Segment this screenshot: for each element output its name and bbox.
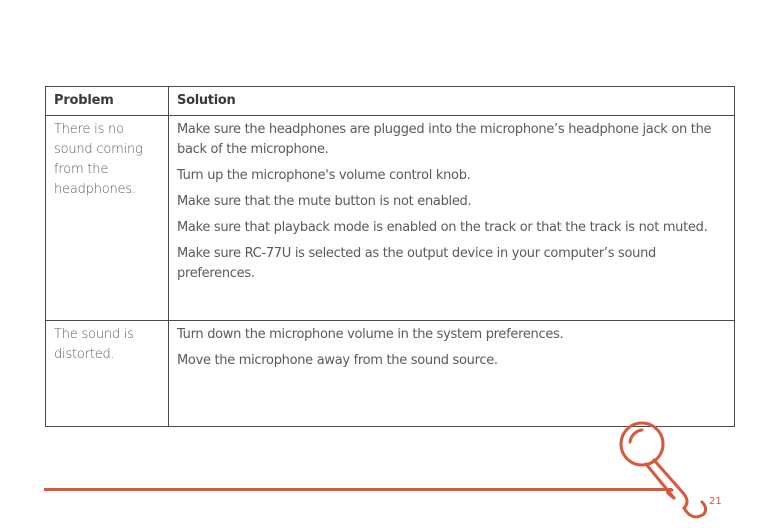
solution-item: Make sure that playback mode is enabled on the track or that the track is not muted.	[177, 220, 708, 235]
table-header-row	[46, 87, 734, 115]
header-solution: Solution	[177, 93, 236, 108]
troubleshooting-table	[45, 86, 735, 427]
solution-cell	[169, 116, 734, 320]
solution-item: Make sure the headphones are plugged into the microphone’s headphone jack on the back of the microphone.	[177, 122, 712, 157]
solution-item: Make sure that the mute button is not enabled.	[177, 194, 472, 209]
problem-cell: There is no sound coming from the headphones.	[46, 116, 169, 320]
solution-item: Turn up the microphone's volume control knob.	[177, 168, 471, 183]
header-problem: Problem	[46, 87, 169, 115]
footer-divider	[44, 488, 672, 491]
table-row	[46, 115, 734, 320]
problem-cell: The sound is distorted.	[46, 321, 169, 426]
table-row	[46, 320, 734, 426]
page-number: 21	[709, 496, 722, 507]
solution-cell	[169, 321, 734, 426]
solution-item: Make sure RC-77U is selected as the output device in your computer’s sound preferences.	[177, 246, 656, 281]
solution-item: Turn down the microphone volume in the system preferences.	[177, 327, 564, 342]
solution-item: Move the microphone away from the sound source.	[177, 353, 498, 368]
microphone-icon	[612, 418, 752, 526]
